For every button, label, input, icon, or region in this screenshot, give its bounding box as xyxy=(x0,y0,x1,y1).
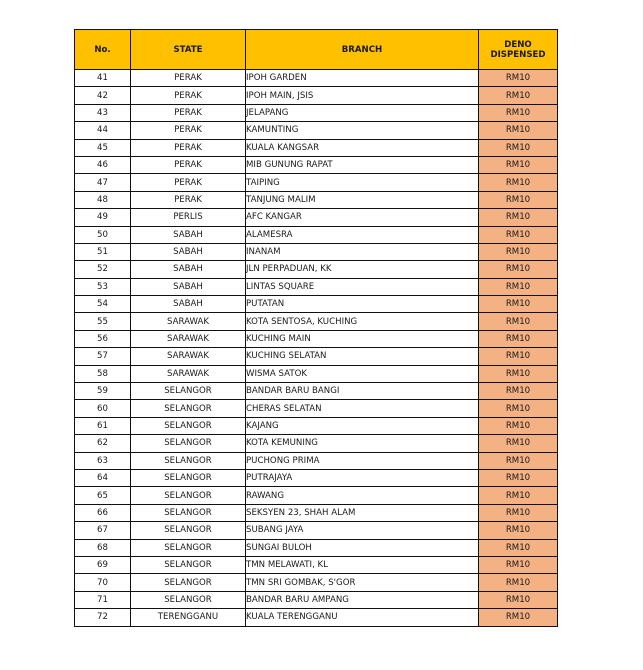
cell-deno-dispensed: RM10 xyxy=(479,556,558,573)
table-row xyxy=(75,191,558,208)
table-row xyxy=(75,383,558,400)
table-row xyxy=(75,243,558,260)
cell-no: 55 xyxy=(75,313,131,330)
cell-branch: PUCHONG PRIMA xyxy=(246,452,479,469)
cell-deno-dispensed: RM10 xyxy=(479,139,558,156)
table-row xyxy=(75,261,558,278)
header-state: STATE xyxy=(131,30,246,70)
cell-no: 61 xyxy=(75,417,131,434)
cell-branch: KUCHING SELATAN xyxy=(246,348,479,365)
table-row xyxy=(75,87,558,104)
cell-deno-dispensed: RM10 xyxy=(479,87,558,104)
cell-branch: KAMUNTING xyxy=(246,122,479,139)
cell-state: SELANGOR xyxy=(131,539,246,556)
header-no: No. xyxy=(75,30,131,70)
cell-branch: JLN PERPADUAN, KK xyxy=(246,261,479,278)
table-row xyxy=(75,591,558,608)
table-row xyxy=(75,539,558,556)
cell-state: SELANGOR xyxy=(131,487,246,504)
table-row xyxy=(75,278,558,295)
table-row xyxy=(75,435,558,452)
table-row xyxy=(75,574,558,591)
cell-state: SABAH xyxy=(131,261,246,278)
cell-state: PERAK xyxy=(131,174,246,191)
cell-deno-dispensed: RM10 xyxy=(479,226,558,243)
cell-state: SARAWAK xyxy=(131,330,246,347)
cell-branch: KOTA SENTOSA, KUCHING xyxy=(246,313,479,330)
cell-branch: JELAPANG xyxy=(246,104,479,121)
table-body xyxy=(75,70,558,627)
cell-deno-dispensed: RM10 xyxy=(479,591,558,608)
cell-deno-dispensed: RM10 xyxy=(479,261,558,278)
cell-no: 54 xyxy=(75,296,131,313)
cell-no: 59 xyxy=(75,383,131,400)
cell-deno-dispensed: RM10 xyxy=(479,191,558,208)
table-row xyxy=(75,556,558,573)
cell-state: PERAK xyxy=(131,139,246,156)
cell-branch: SUBANG JAYA xyxy=(246,522,479,539)
cell-no: 72 xyxy=(75,609,131,626)
cell-branch: SEKSYEN 23, SHAH ALAM xyxy=(246,504,479,521)
cell-branch: TMN MELAWATI, KL xyxy=(246,556,479,573)
cell-state: PERAK xyxy=(131,70,246,87)
cell-branch: IPOH MAIN, JSIS xyxy=(246,87,479,104)
table-row xyxy=(75,104,558,121)
cell-state: SELANGOR xyxy=(131,504,246,521)
cell-no: 48 xyxy=(75,191,131,208)
header-row xyxy=(75,30,558,70)
cell-branch: CHERAS SELATAN xyxy=(246,400,479,417)
table-row xyxy=(75,365,558,382)
cell-state: TERENGGANU xyxy=(131,609,246,626)
cell-no: 66 xyxy=(75,504,131,521)
cell-deno-dispensed: RM10 xyxy=(479,104,558,121)
table-row xyxy=(75,487,558,504)
cell-branch: BANDAR BARU BANGI xyxy=(246,383,479,400)
cell-deno-dispensed: RM10 xyxy=(479,435,558,452)
cell-branch: AFC KANGAR xyxy=(246,209,479,226)
cell-state: SABAH xyxy=(131,226,246,243)
cell-no: 70 xyxy=(75,574,131,591)
cell-no: 47 xyxy=(75,174,131,191)
table-row xyxy=(75,400,558,417)
cell-deno-dispensed: RM10 xyxy=(479,209,558,226)
cell-deno-dispensed: RM10 xyxy=(479,609,558,626)
cell-deno-dispensed: RM10 xyxy=(479,469,558,486)
table-row xyxy=(75,522,558,539)
cell-state: SELANGOR xyxy=(131,417,246,434)
cell-no: 56 xyxy=(75,330,131,347)
header-branch: BRANCH xyxy=(246,30,479,70)
cell-no: 42 xyxy=(75,87,131,104)
cell-no: 68 xyxy=(75,539,131,556)
cell-no: 64 xyxy=(75,469,131,486)
cell-branch: KOTA KEMUNING xyxy=(246,435,479,452)
header-deno-dispensed xyxy=(479,30,558,70)
cell-branch: KAJANG xyxy=(246,417,479,434)
cell-branch: PUTATAN xyxy=(246,296,479,313)
cell-state: SARAWAK xyxy=(131,348,246,365)
table-header xyxy=(75,30,558,70)
table-row xyxy=(75,122,558,139)
cell-no: 62 xyxy=(75,435,131,452)
cell-state: SELANGOR xyxy=(131,522,246,539)
cell-deno-dispensed: RM10 xyxy=(479,487,558,504)
cell-state: SELANGOR xyxy=(131,400,246,417)
cell-deno-dispensed: RM10 xyxy=(479,174,558,191)
cell-deno-dispensed: RM10 xyxy=(479,400,558,417)
cell-branch: TAIPING xyxy=(246,174,479,191)
cell-no: 43 xyxy=(75,104,131,121)
cell-deno-dispensed: RM10 xyxy=(479,365,558,382)
cell-deno-dispensed: RM10 xyxy=(479,243,558,260)
cell-deno-dispensed: RM10 xyxy=(479,348,558,365)
branch-table xyxy=(74,29,558,627)
cell-branch: LINTAS SQUARE xyxy=(246,278,479,295)
cell-branch: BANDAR BARU AMPANG xyxy=(246,591,479,608)
table-row xyxy=(75,209,558,226)
cell-branch: MIB GUNUNG RAPAT xyxy=(246,156,479,173)
cell-deno-dispensed: RM10 xyxy=(479,539,558,556)
table-row xyxy=(75,348,558,365)
cell-no: 45 xyxy=(75,139,131,156)
cell-no: 49 xyxy=(75,209,131,226)
cell-branch: KUCHING MAIN xyxy=(246,330,479,347)
cell-state: SELANGOR xyxy=(131,556,246,573)
cell-state: SELANGOR xyxy=(131,452,246,469)
cell-branch: PUTRAJAYA xyxy=(246,469,479,486)
cell-deno-dispensed: RM10 xyxy=(479,417,558,434)
cell-no: 71 xyxy=(75,591,131,608)
cell-no: 63 xyxy=(75,452,131,469)
cell-state: PERLIS xyxy=(131,209,246,226)
cell-deno-dispensed: RM10 xyxy=(479,574,558,591)
cell-state: PERAK xyxy=(131,156,246,173)
cell-state: SELANGOR xyxy=(131,469,246,486)
cell-state: SELANGOR xyxy=(131,574,246,591)
table-row xyxy=(75,609,558,626)
cell-deno-dispensed: RM10 xyxy=(479,156,558,173)
cell-state: PERAK xyxy=(131,104,246,121)
cell-no: 67 xyxy=(75,522,131,539)
cell-state: SARAWAK xyxy=(131,365,246,382)
cell-branch: TANJUNG MALIM xyxy=(246,191,479,208)
cell-branch: RAWANG xyxy=(246,487,479,504)
cell-no: 51 xyxy=(75,243,131,260)
cell-branch: KUALA KANGSAR xyxy=(246,139,479,156)
cell-state: SABAH xyxy=(131,278,246,295)
cell-deno-dispensed: RM10 xyxy=(479,504,558,521)
cell-branch: WISMA SATOK xyxy=(246,365,479,382)
table-row xyxy=(75,504,558,521)
cell-deno-dispensed: RM10 xyxy=(479,296,558,313)
table-row xyxy=(75,417,558,434)
table-row xyxy=(75,469,558,486)
cell-no: 46 xyxy=(75,156,131,173)
cell-branch: SUNGAI BULOH xyxy=(246,539,479,556)
cell-no: 44 xyxy=(75,122,131,139)
cell-no: 65 xyxy=(75,487,131,504)
cell-state: SABAH xyxy=(131,243,246,260)
cell-state: SELANGOR xyxy=(131,383,246,400)
cell-branch: ALAMESRA xyxy=(246,226,479,243)
cell-state: PERAK xyxy=(131,122,246,139)
cell-no: 50 xyxy=(75,226,131,243)
table-row xyxy=(75,139,558,156)
cell-state: PERAK xyxy=(131,191,246,208)
cell-no: 60 xyxy=(75,400,131,417)
cell-branch: INANAM xyxy=(246,243,479,260)
cell-deno-dispensed: RM10 xyxy=(479,522,558,539)
cell-deno-dispensed: RM10 xyxy=(479,70,558,87)
table-row xyxy=(75,174,558,191)
table-row xyxy=(75,296,558,313)
cell-no: 58 xyxy=(75,365,131,382)
cell-deno-dispensed: RM10 xyxy=(479,278,558,295)
cell-no: 41 xyxy=(75,70,131,87)
cell-branch: IPOH GARDEN xyxy=(246,70,479,87)
table-row xyxy=(75,330,558,347)
cell-state: PERAK xyxy=(131,87,246,104)
cell-branch: TMN SRI GOMBAK, S'GOR xyxy=(246,574,479,591)
header-deno-line2: DISPENSED xyxy=(490,49,546,60)
cell-no: 57 xyxy=(75,348,131,365)
cell-deno-dispensed: RM10 xyxy=(479,383,558,400)
table-row xyxy=(75,452,558,469)
cell-no: 69 xyxy=(75,556,131,573)
cell-deno-dispensed: RM10 xyxy=(479,122,558,139)
table-row xyxy=(75,226,558,243)
cell-state: SARAWAK xyxy=(131,313,246,330)
table-row xyxy=(75,313,558,330)
cell-branch: KUALA TERENGGANU xyxy=(246,609,479,626)
table-row xyxy=(75,70,558,87)
cell-state: SABAH xyxy=(131,296,246,313)
cell-state: SELANGOR xyxy=(131,591,246,608)
header-deno-line1: DENO xyxy=(504,39,532,50)
cell-no: 52 xyxy=(75,261,131,278)
cell-state: SELANGOR xyxy=(131,435,246,452)
cell-deno-dispensed: RM10 xyxy=(479,452,558,469)
table-row xyxy=(75,156,558,173)
cell-deno-dispensed: RM10 xyxy=(479,330,558,347)
cell-deno-dispensed: RM10 xyxy=(479,313,558,330)
cell-no: 53 xyxy=(75,278,131,295)
